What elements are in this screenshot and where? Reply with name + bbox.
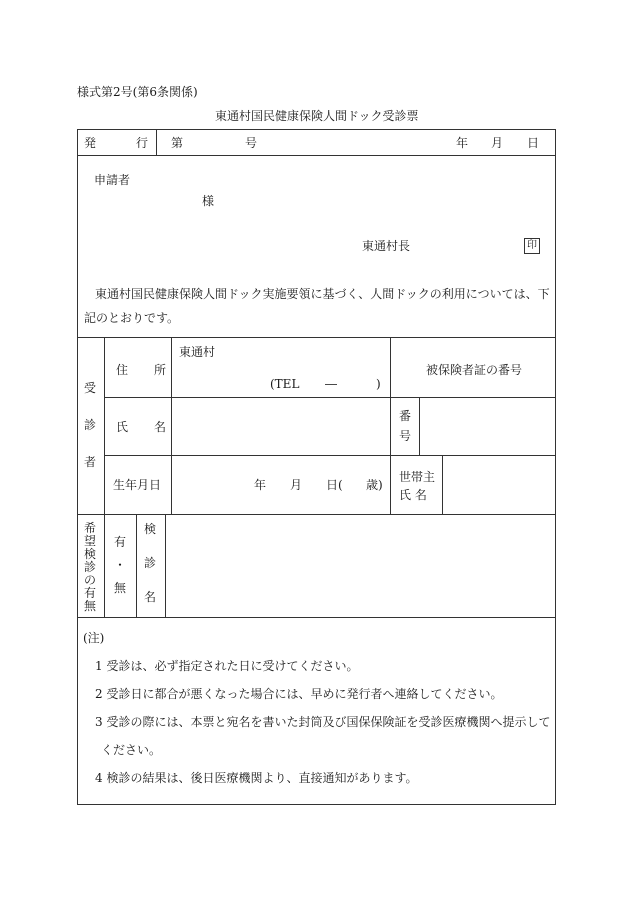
name-label-1: 氏 xyxy=(116,420,129,434)
form-number: 様式第2号(第6条関係) xyxy=(77,85,198,99)
tel-label: (TEL xyxy=(270,377,300,391)
address-label-2: 所 xyxy=(154,363,167,377)
note-item: 1 受診は、必ず指定された日に受けてください。 xyxy=(95,659,359,673)
examinee-side-label: 受 診 者 xyxy=(84,381,97,469)
birth-day: 日( xyxy=(326,478,343,492)
intro-line-1: 東通村国民健康保険人間ドック実施要領に基づく、人間ドックの利用については、下 xyxy=(95,287,550,301)
applicant-honorific: 様 xyxy=(202,194,215,208)
birth-month: 月 xyxy=(290,478,303,492)
insured-number-label: 被保険者証の番号 xyxy=(426,363,523,377)
desired-exam-label: 希 望 検 診 の 有 無 xyxy=(84,521,97,613)
notes-heading: (注) xyxy=(83,631,105,645)
exam-name-label: 検 診 名 xyxy=(144,522,157,604)
mayor-label: 東通村長 xyxy=(362,239,411,253)
address-value: 東通村 xyxy=(179,345,216,359)
address-label-1: 住 xyxy=(116,363,129,377)
seal-icon: 印 xyxy=(524,238,540,254)
household-head-label-1: 世帯主 xyxy=(399,470,436,484)
tel-dash: ― xyxy=(325,377,337,391)
number-label-1: 第 xyxy=(171,136,184,150)
applicant-label: 申請者 xyxy=(94,173,131,187)
household-head-label-2: 氏 名 xyxy=(399,488,427,502)
birth-age: 歳) xyxy=(366,478,383,492)
note-item: 3 受診の際には、本票と宛名を書いた封筒及び国保保険証を受診医療機関へ提示して xyxy=(95,715,551,729)
number-vertical-label: 番 号 xyxy=(399,409,412,443)
yes-no-label: 有 ・ 無 xyxy=(114,535,127,595)
note-item: 4 検診の結果は、後日医療機関より、直接通知があります。 xyxy=(95,771,418,785)
name-label-2: 名 xyxy=(154,420,167,434)
intro-line-2: 記のとおりです。 xyxy=(84,311,180,325)
birthdate-label: 生年月日 xyxy=(113,478,162,492)
issue-day: 日 xyxy=(527,136,540,150)
birth-year: 年 xyxy=(254,478,267,492)
issue-label-1: 発 xyxy=(84,136,97,150)
note-item: 2 受診日に都合が悪くなった場合には、早めに発行者へ連絡してください。 xyxy=(95,687,503,701)
note-item-continuation: ください。 xyxy=(101,743,162,757)
form-title: 東通村国民健康保険人間ドック受診票 xyxy=(215,109,419,123)
issue-label-2: 行 xyxy=(136,136,149,150)
issue-month: 月 xyxy=(491,136,504,150)
issue-year: 年 xyxy=(456,136,469,150)
tel-close: ) xyxy=(376,377,381,391)
number-label-2: 号 xyxy=(245,136,258,150)
